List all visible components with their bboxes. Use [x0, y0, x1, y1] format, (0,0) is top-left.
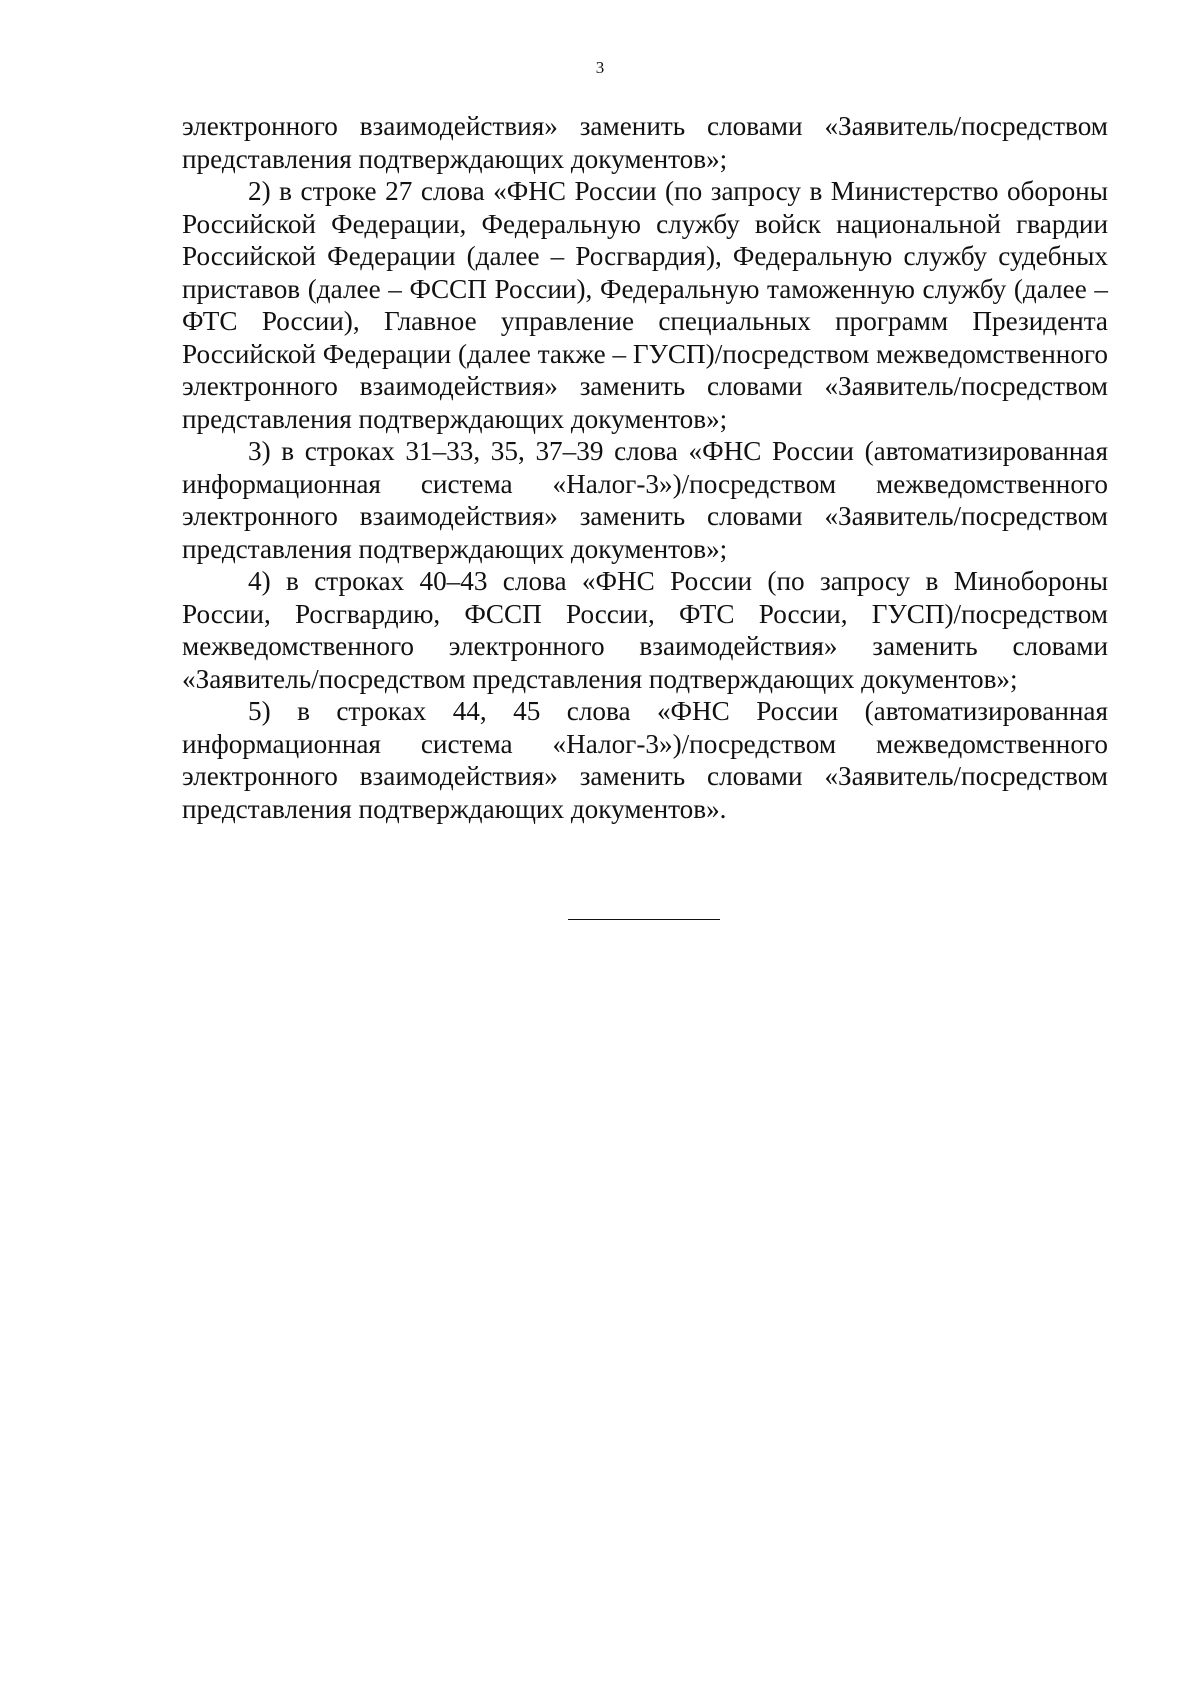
page-number: 3 — [595, 58, 605, 77]
paragraph-item-2: 2) в строке 27 слова «ФНС России (по запросу в Министерство обороны Российской Федерации, Федеральную службу войск национальной гвардии Российской Федерации (далее – Росгвардия), Федеральную службу судебных приставов (далее – ФССП России), Федеральную таможенную службу (далее – ФТС России), Главное управление специальных программ Президента Российской Федерации (далее также – ГУСП)/посредством межведомственного электронного взаимодействия» заменить словами «Заявитель/посредством представления подтверждающих документов»; — [182, 176, 1108, 434]
paragraph-item-5: 5) в строках 44, 45 слова «ФНС России (автоматизированная информационная система «Налог-3»)/посредством межведомственного электронного взаимодействия» заменить словами «Заявитель/посредством представления подтверждающих документов». — [182, 696, 1108, 824]
paragraph-item-4: 4) в строках 40–43 слова «ФНС России (по запросу в Минобороны России, Росгвардию, ФССП России, ФТС России, ГУСП)/посредством межведомственного электронного взаимодействия» заменить словами «Заявитель/посредством представления подтверждающих документов»; — [182, 566, 1108, 694]
end-of-document-rule — [568, 919, 720, 920]
paragraph-item-3: 3) в строках 31–33, 35, 37–39 слова «ФНС России (автоматизированная информационная система «Налог-3»)/посредством межведомственного электронного взаимодействия» заменить словами «Заявитель/посредством представления подтверждающих документов»; — [182, 436, 1108, 564]
paragraph-continuation: электронного взаимодействия» заменить словами «Заявитель/посредством представления подтверждающих документов»; — [182, 111, 1108, 174]
document-body — [182, 110, 1108, 825]
